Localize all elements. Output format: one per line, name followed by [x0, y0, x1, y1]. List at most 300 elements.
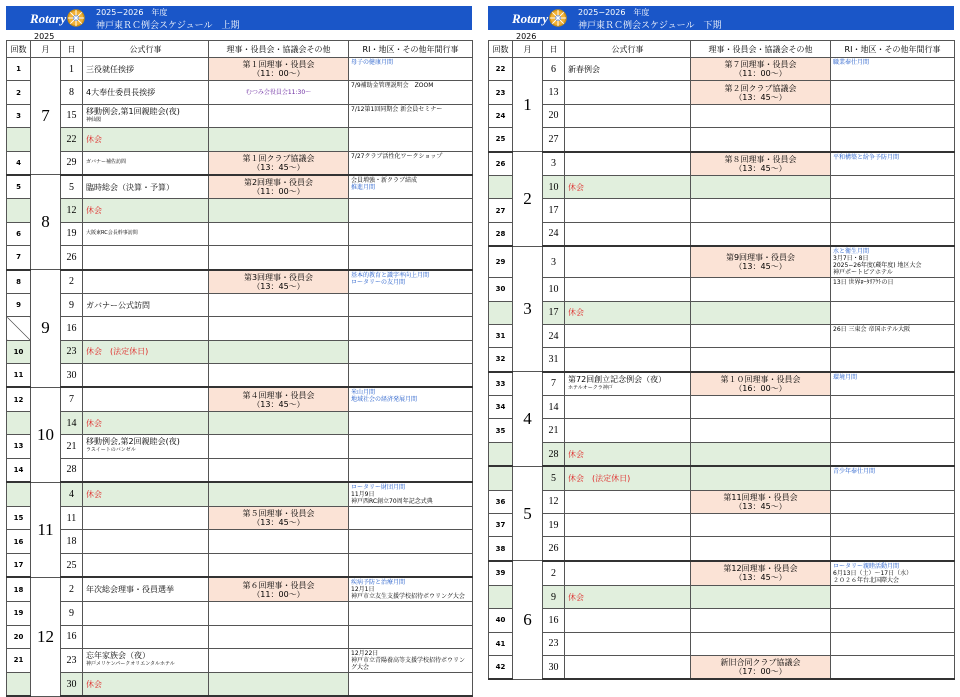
meeting-number-cell: 33: [489, 372, 513, 396]
event-venue-note: ラスイートのバンゼル: [86, 447, 136, 454]
board-meeting-cell: 第７回理事・役員会 （11：00〜）: [691, 58, 831, 81]
month-cell: 5: [513, 466, 543, 561]
board-meeting-cell: 第６回理事・役員会 （11：00〜）: [209, 577, 349, 602]
ri-district-event-cell: [349, 530, 473, 553]
board-meeting-cell: [209, 482, 349, 507]
meeting-number-cell: 11: [7, 364, 31, 388]
board-meeting-cell: [209, 246, 349, 270]
table-header-row: [489, 41, 955, 58]
official-event-cell: [565, 490, 691, 513]
ri-district-event-cell: [831, 81, 955, 104]
board-meeting-cell: 第2回理事・役員会 （11：00〜）: [209, 175, 349, 199]
day-cell: 20: [543, 104, 565, 127]
table-row: [7, 293, 473, 316]
official-event-cell: [565, 419, 691, 442]
ri-district-event-cell: [831, 104, 955, 127]
meeting-number-cell: [489, 175, 513, 198]
board-meeting-cell: [209, 530, 349, 553]
ri-district-event-cell: 12月22日 神戸市立青陽養高等支援学校招待ボウリング大会: [349, 648, 473, 672]
board-meeting-cell: 第５回理事・役員会 （13：45〜）: [209, 507, 349, 530]
column-header: 理事・役員会・協議会その他: [691, 41, 831, 58]
table-row: [7, 530, 473, 553]
table-row: [7, 553, 473, 577]
table-row: [7, 81, 473, 104]
board-meeting-cell: [691, 632, 831, 655]
official-event-cell: [83, 625, 209, 648]
day-cell: 21: [543, 419, 565, 442]
meeting-number-cell: [7, 672, 31, 696]
table-row: [489, 199, 955, 222]
board-meeting-cell: 第１回理事・役員会 （11：00〜）: [209, 58, 349, 81]
meeting-number-cell: 31: [489, 324, 513, 347]
official-event-cell: 休会: [565, 585, 691, 608]
table-row: [7, 625, 473, 648]
board-meeting-cell: [691, 301, 831, 324]
table-row: [489, 561, 955, 586]
schedule-table: [488, 40, 955, 680]
table-row: [489, 609, 955, 632]
ri-district-event-cell: 会員増強・新クラブ結成 推進月間: [349, 175, 473, 199]
ri-district-event-cell: 水と衛生月間 3月7日・8日 2025−26年度(蔵年度) 地区大会 神戸ポートピアホテル: [831, 246, 955, 278]
day-cell: 28: [543, 442, 565, 466]
schedule-title: 神戸東ＲＣ例会スケジュール 上期: [96, 21, 240, 31]
table-row: [7, 104, 473, 127]
column-header: RI・地区・その他年間行事: [831, 41, 955, 58]
official-event-cell: [83, 507, 209, 530]
table-row: [7, 270, 473, 294]
table-row: [7, 317, 473, 340]
official-event-cell: 休会 (法定休日): [83, 340, 209, 363]
board-meeting-cell: [691, 609, 831, 632]
official-event-cell: 第72回創立記念例会（夜） ホテルオークラ神戸: [565, 372, 691, 396]
board-meeting-cell: [209, 602, 349, 625]
ri-district-event-cell: [831, 655, 955, 679]
column-header: 日: [543, 41, 565, 58]
official-event-cell: [565, 348, 691, 372]
meeting-number-cell: 41: [489, 632, 513, 655]
day-cell: 29: [61, 151, 83, 175]
fiscal-year-title: 2025−2026 年度: [578, 8, 650, 17]
column-header: 回数: [489, 41, 513, 58]
meeting-number-cell: [489, 466, 513, 490]
meeting-number-cell: 37: [489, 514, 513, 537]
board-meeting-cell: 第２回クラブ協議会 （13：45〜）: [691, 81, 831, 104]
ri-district-event-cell: 疾病予防と治療月間 12月1日 神戸市立友生支援学校招待ボウリング大会: [349, 577, 473, 602]
table-row: [489, 537, 955, 561]
event-venue-note: 神仙閣: [86, 116, 102, 123]
ri-district-event-cell: [831, 301, 955, 324]
ri-district-event-cell: [349, 364, 473, 388]
table-row: [7, 175, 473, 199]
meeting-number-cell: [7, 482, 31, 507]
meeting-number-cell: [7, 199, 31, 222]
official-event-cell: [83, 270, 209, 294]
schedule-banner: [6, 6, 472, 30]
meeting-number-cell: 1: [7, 58, 31, 81]
day-cell: 10: [543, 278, 565, 301]
schedule-banner: [488, 6, 954, 30]
day-cell: 10: [543, 175, 565, 198]
official-event-cell: [565, 81, 691, 104]
ri-district-event-cell: [349, 458, 473, 482]
ri-district-event-cell: 青少年奉仕月間: [831, 466, 955, 490]
official-event-cell: [565, 514, 691, 537]
board-meeting-cell: [209, 458, 349, 482]
right-schedule-panel: [488, 6, 954, 677]
event-venue-note: ホテルオークラ神戸: [568, 384, 613, 391]
board-meeting-cell: [691, 348, 831, 372]
official-event-cell: [565, 152, 691, 176]
meeting-number-cell: 23: [489, 81, 513, 104]
left-schedule-panel: [6, 6, 472, 690]
table-row: [489, 419, 955, 442]
board-meeting-cell: [209, 340, 349, 363]
table-row: [489, 222, 955, 246]
column-header: 日: [61, 41, 83, 58]
ri-district-event-cell: [349, 222, 473, 245]
day-cell: 23: [61, 648, 83, 672]
table-row: [489, 372, 955, 396]
ri-district-event-cell: [831, 585, 955, 608]
meeting-number-cell: 22: [489, 58, 513, 81]
ri-district-event-cell: [349, 602, 473, 625]
board-meeting-cell: 第9回理事・役員会 （13：45〜）: [691, 246, 831, 278]
official-event-cell: [565, 655, 691, 679]
day-cell: 12: [61, 199, 83, 222]
table-row: [489, 632, 955, 655]
day-cell: 17: [543, 301, 565, 324]
board-meeting-cell: [691, 104, 831, 127]
table-row: [7, 458, 473, 482]
rotary-wheel-icon: [66, 8, 86, 28]
meeting-number-cell: 6: [7, 222, 31, 245]
official-event-cell: [565, 632, 691, 655]
ri-district-event-cell: 職業奉仕月間: [831, 58, 955, 81]
board-meeting-cell: 第１回クラブ協議会 （13：45〜）: [209, 151, 349, 175]
table-row: [489, 278, 955, 301]
day-cell: 5: [543, 466, 565, 490]
rotary-logo-text: Rotary: [30, 11, 67, 26]
month-cell: 12: [31, 577, 61, 696]
official-event-cell: 休会: [83, 411, 209, 434]
meeting-number-cell: 5: [7, 175, 31, 199]
ri-district-event-cell: [349, 340, 473, 363]
board-meeting-cell: [209, 199, 349, 222]
ri-district-event-cell: 基本的教育と識字率向上月間 ロータリーの友月間: [349, 270, 473, 294]
board-meeting-cell: [691, 324, 831, 347]
day-cell: 11: [61, 507, 83, 530]
official-event-cell: 休会: [565, 442, 691, 466]
ri-district-event-cell: 米山月間 地域社会の経済発展月間: [349, 387, 473, 411]
table-header-row: [7, 41, 473, 58]
table-row: [489, 655, 955, 679]
official-event-cell: [83, 222, 209, 245]
official-event-cell: [83, 364, 209, 388]
table-row: [489, 490, 955, 513]
official-event-cell: [565, 324, 691, 347]
board-meeting-cell: [691, 442, 831, 466]
day-cell: 6: [543, 58, 565, 81]
ri-district-event-cell: [349, 199, 473, 222]
day-cell: 17: [543, 199, 565, 222]
table-row: [489, 585, 955, 608]
board-meeting-cell: [209, 128, 349, 151]
meeting-number-cell: 38: [489, 537, 513, 561]
table-row: [7, 411, 473, 434]
official-event-cell: 休会: [83, 128, 209, 151]
meeting-number-cell: 21: [7, 648, 31, 672]
table-row: [489, 58, 955, 81]
day-cell: 4: [61, 482, 83, 507]
day-cell: 30: [61, 672, 83, 696]
day-cell: 3: [543, 152, 565, 176]
ri-district-event-cell: [831, 514, 955, 537]
official-event-cell: [565, 561, 691, 586]
table-row: [7, 128, 473, 151]
schedule-table: [6, 40, 473, 697]
official-event-cell: 休会 (法定休日): [565, 466, 691, 490]
month-cell: 1: [513, 58, 543, 152]
meeting-number-cell: 7: [7, 246, 31, 270]
day-cell: 14: [61, 411, 83, 434]
board-meeting-cell: 第3回理事・役員会 （13：45〜）: [209, 270, 349, 294]
official-event-cell: [83, 246, 209, 270]
official-event-cell: ガバナー公式訪問: [83, 293, 209, 316]
official-event-cell: 三役就任挨拶: [83, 58, 209, 81]
ri-district-event-cell: ロータリー財団月間 11月9日 神戸西RC創立70周年記念式典: [349, 482, 473, 507]
day-cell: 9: [543, 585, 565, 608]
ri-district-event-cell: 環境月間: [831, 372, 955, 396]
official-event-cell: [83, 387, 209, 411]
board-meeting-cell: [691, 278, 831, 301]
day-cell: 2: [61, 270, 83, 294]
meeting-number-cell: 42: [489, 655, 513, 679]
rotary-wheel-icon: [548, 8, 568, 28]
day-cell: 2: [61, 577, 83, 602]
day-cell: 12: [543, 490, 565, 513]
meeting-number-cell: 34: [489, 396, 513, 419]
meeting-number-cell: 26: [489, 152, 513, 176]
meeting-number-cell: 27: [489, 199, 513, 222]
meeting-number-cell: 39: [489, 561, 513, 586]
board-meeting-cell: 第11回理事・役員会 （13：45〜）: [691, 490, 831, 513]
month-cell: 6: [513, 561, 543, 680]
ri-district-event-cell: [349, 553, 473, 577]
table-row: [7, 58, 473, 81]
day-cell: 16: [61, 317, 83, 340]
column-header: RI・地区・その他年間行事: [349, 41, 473, 58]
meeting-number-cell: 3: [7, 104, 31, 127]
ri-district-event-cell: [349, 246, 473, 270]
board-meeting-cell: [209, 293, 349, 316]
rotary-logo-text: Rotary: [512, 11, 549, 26]
month-cell: 4: [513, 372, 543, 467]
day-cell: 15: [61, 104, 83, 127]
board-meeting-cell: むつみ会役員会11:30〜: [209, 81, 349, 104]
ri-district-event-cell: ロータリー親睦活動月間 6月13日（土）〜17日（水） ２０２６年台北国際大会: [831, 561, 955, 586]
ri-district-event-cell: [831, 128, 955, 152]
table-row: [7, 602, 473, 625]
table-row: [7, 364, 473, 388]
official-event-cell: [565, 246, 691, 278]
meeting-number-cell: [7, 317, 31, 340]
ri-district-event-cell: [831, 632, 955, 655]
day-cell: 7: [61, 387, 83, 411]
official-event-cell: 移動例会,第2回親睦会(夜) ラスイートのバンゼル: [83, 435, 209, 458]
day-cell: 26: [61, 246, 83, 270]
meeting-number-cell: 20: [7, 625, 31, 648]
column-header: 月: [513, 41, 543, 58]
official-event-cell: [565, 128, 691, 152]
table-row: [489, 396, 955, 419]
meeting-number-cell: 18: [7, 577, 31, 602]
official-event-cell: [83, 458, 209, 482]
meeting-number-cell: 10: [7, 340, 31, 363]
month-cell: 9: [31, 270, 61, 388]
meeting-number-cell: 9: [7, 293, 31, 316]
board-meeting-cell: [691, 175, 831, 198]
day-cell: 31: [543, 348, 565, 372]
month-cell: 8: [31, 175, 61, 270]
official-event-cell: 休会: [565, 301, 691, 324]
table-row: [7, 340, 473, 363]
event-venue-note: ガバナー補佐訪問: [86, 159, 127, 166]
ri-district-event-cell: [831, 348, 955, 372]
official-event-cell: 新春例会: [565, 58, 691, 81]
day-cell: 9: [61, 602, 83, 625]
ri-district-event-cell: [831, 199, 955, 222]
meeting-number-cell: [7, 128, 31, 151]
day-cell: 27: [543, 128, 565, 152]
official-event-cell: 忘年家族会（夜） 神戸メリケンパークオリエンタルホテル: [83, 648, 209, 672]
month-cell: 10: [31, 387, 61, 482]
meeting-number-cell: 29: [489, 246, 513, 278]
column-header: 回数: [7, 41, 31, 58]
month-cell: 3: [513, 246, 543, 372]
official-event-cell: [565, 609, 691, 632]
official-event-cell: [565, 396, 691, 419]
table-row: [489, 128, 955, 152]
official-event-cell: [83, 602, 209, 625]
table-row: [489, 152, 955, 176]
board-meeting-cell: [691, 199, 831, 222]
official-event-cell: [83, 317, 209, 340]
ri-district-event-cell: 平和構築と紛争予防月間: [831, 152, 955, 176]
table-row: [7, 199, 473, 222]
ri-district-event-cell: [349, 317, 473, 340]
ri-district-event-cell: 13日 世界ﾛｰﾀﾘｱｸﾄの日: [831, 278, 955, 301]
column-header: 理事・役員会・協議会その他: [209, 41, 349, 58]
table-row: [489, 514, 955, 537]
table-row: [489, 104, 955, 127]
meeting-number-cell: 15: [7, 507, 31, 530]
board-meeting-cell: [691, 466, 831, 490]
table-row: [7, 577, 473, 602]
schedule-title: 神戸東ＲＣ例会スケジュール 下期: [578, 21, 722, 31]
table-row: [7, 507, 473, 530]
meeting-number-cell: 19: [7, 602, 31, 625]
board-meeting-cell: [691, 537, 831, 561]
ri-district-event-cell: 26日 三東会 帝国ホテル大阪: [831, 324, 955, 347]
table-row: [7, 435, 473, 458]
ri-district-event-cell: [831, 175, 955, 198]
table-row: [7, 648, 473, 672]
table-row: [489, 348, 955, 372]
meeting-number-cell: [489, 585, 513, 608]
official-event-cell: [565, 199, 691, 222]
meeting-number-cell: [489, 442, 513, 466]
meeting-number-cell: [7, 411, 31, 434]
ri-district-event-cell: 7/12第1回同期会 新会員セミナー: [349, 104, 473, 127]
table-row: [7, 672, 473, 696]
ri-district-event-cell: [349, 625, 473, 648]
day-cell: 24: [543, 222, 565, 246]
meeting-number-cell: 14: [7, 458, 31, 482]
meeting-number-cell: 2: [7, 81, 31, 104]
board-meeting-cell: [691, 222, 831, 246]
ri-district-event-cell: [831, 537, 955, 561]
meeting-number-cell: 30: [489, 278, 513, 301]
day-cell: 19: [543, 514, 565, 537]
ri-district-event-cell: [831, 609, 955, 632]
table-row: [7, 482, 473, 507]
board-meeting-cell: [691, 514, 831, 537]
meeting-number-cell: 12: [7, 387, 31, 411]
month-cell: 7: [31, 58, 61, 175]
board-meeting-cell: [209, 317, 349, 340]
board-meeting-cell: [691, 396, 831, 419]
ri-district-event-cell: [831, 490, 955, 513]
month-cell: 11: [31, 482, 61, 577]
board-meeting-cell: [691, 585, 831, 608]
day-cell: 2: [543, 561, 565, 586]
board-meeting-cell: 第12回理事・役員会 （13：45〜）: [691, 561, 831, 586]
ri-district-event-cell: [349, 128, 473, 151]
official-event-cell: [565, 278, 691, 301]
meeting-number-cell: 36: [489, 490, 513, 513]
meeting-number-cell: 25: [489, 128, 513, 152]
day-cell: 21: [61, 435, 83, 458]
ri-district-event-cell: [349, 672, 473, 696]
board-meeting-cell: 第４回理事・役員会 （13：45〜）: [209, 387, 349, 411]
meeting-number-cell: 24: [489, 104, 513, 127]
board-meeting-cell: [691, 419, 831, 442]
board-meeting-cell: 新旧合同クラブ協議会 （17：00〜）: [691, 655, 831, 679]
calendar-year-label: 2026: [516, 32, 537, 41]
ri-district-event-cell: [831, 419, 955, 442]
calendar-year-label: 2025: [34, 32, 55, 41]
ri-district-event-cell: 母子の健康月間: [349, 58, 473, 81]
column-header: 公式行事: [565, 41, 691, 58]
ri-district-event-cell: [831, 396, 955, 419]
ri-district-event-cell: 7/9補助金管理説明会 ZOOM: [349, 81, 473, 104]
meeting-number-cell: 13: [7, 435, 31, 458]
meeting-number-cell: 32: [489, 348, 513, 372]
day-cell: 14: [543, 396, 565, 419]
board-meeting-cell: [209, 625, 349, 648]
official-event-cell: [565, 104, 691, 127]
board-meeting-cell: [209, 104, 349, 127]
table-row: [489, 466, 955, 490]
day-cell: 22: [61, 128, 83, 151]
day-cell: 26: [543, 537, 565, 561]
table-row: [7, 246, 473, 270]
table-row: [489, 301, 955, 324]
day-cell: 30: [61, 364, 83, 388]
official-event-cell: [83, 530, 209, 553]
meeting-number-cell: 16: [7, 530, 31, 553]
official-event-cell: [565, 537, 691, 561]
